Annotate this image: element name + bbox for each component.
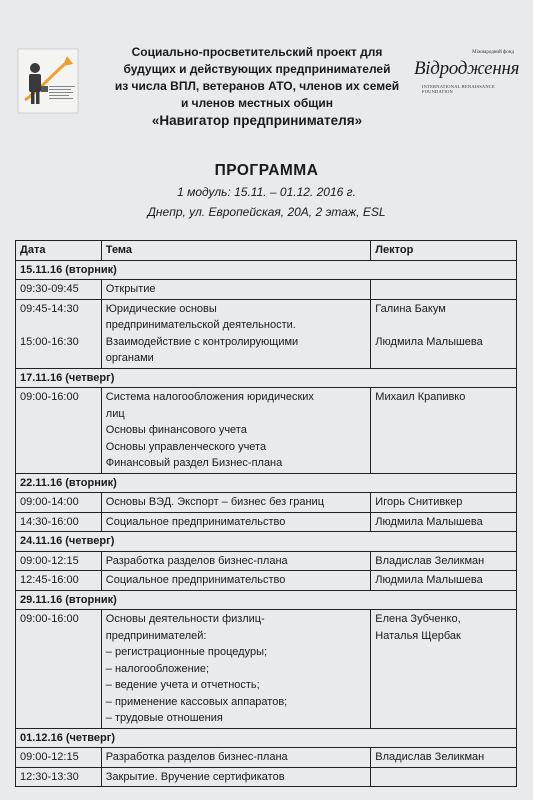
lecturer-cell	[371, 551, 517, 571]
lecturer-line: Владислав Зеликман	[375, 751, 485, 763]
lecturer-cell	[371, 748, 517, 768]
topic-line: органами	[105, 352, 154, 364]
table-header-row	[16, 241, 517, 261]
time-line	[20, 350, 97, 367]
day-label: 15.11.16 (вторник)	[16, 260, 517, 280]
project-line: из числа ВПЛ, ветеранов АТО, членов их семей	[114, 79, 400, 93]
topic-line: – применение кассовых аппаратов;	[105, 695, 288, 708]
program-title: ПРОГРАММА	[214, 162, 319, 179]
lecturer-line: Игорь Снитивкер	[375, 496, 463, 508]
table-row	[16, 512, 517, 532]
day-header-row	[16, 728, 517, 748]
topic-line: – ведение учета и отчетность;	[105, 679, 260, 691]
project-name: «Навигатор предпринимателя»	[151, 113, 363, 128]
time-cell	[16, 767, 102, 787]
time-line: 14:30-16:00	[20, 515, 79, 528]
venue-address: Днепр, ул. Европейская, 20А, 2 этаж, ESL	[147, 205, 386, 219]
time-line: 12:45-16:00	[20, 574, 79, 586]
table-row	[16, 299, 517, 368]
lecturer-line: Елена Зубченко,	[375, 613, 461, 625]
topic-line: Основы финансового учета	[105, 424, 247, 436]
schedule-table	[15, 240, 517, 787]
time-cell	[16, 551, 102, 571]
time-cell	[16, 280, 102, 300]
topic-line: – трудовые отношения	[105, 712, 223, 724]
time-cell	[16, 610, 102, 729]
time-line: 09:30-09:45	[20, 283, 79, 295]
lecturer-line	[375, 317, 512, 334]
table-row	[16, 493, 517, 513]
topic-line: – регистрационные процедуры;	[105, 646, 268, 658]
time-cell	[16, 493, 102, 513]
topic-line: Основы управленческого учета	[105, 440, 267, 453]
day-label: 01.12.16 (четверг)	[16, 728, 517, 748]
topic-line: Социальное предпринимательство	[105, 574, 286, 586]
lecturer-cell	[371, 388, 517, 474]
day-header-row	[16, 260, 517, 280]
topic-line: Финансовый раздел Бизнес-плана	[105, 457, 283, 469]
day-header-row	[16, 368, 517, 388]
table-row	[16, 767, 517, 787]
table-row	[16, 748, 517, 768]
time-line: 09:00-16:00	[20, 391, 79, 403]
topic-cell	[101, 493, 371, 513]
lecturer-line: Михаил Крапивко	[375, 391, 466, 403]
lecturer-line: Наталья Щербак	[375, 629, 461, 642]
topic-cell	[101, 748, 371, 768]
time-line: 09:00-12:15	[20, 554, 79, 567]
topic-line: Основы деятельности физлиц-	[105, 613, 265, 625]
topic-cell	[101, 571, 371, 591]
topic-line: предпринимателей:	[105, 629, 207, 642]
lecturer-line	[375, 350, 512, 367]
topic-line: предпринимательской деятельности.	[105, 319, 296, 331]
topic-line: – налогообложение;	[105, 662, 210, 675]
topic-line: Юридические основы	[105, 302, 217, 315]
topic-cell	[101, 388, 371, 474]
project-line: и членов местных общин	[180, 96, 334, 110]
time-line	[20, 317, 97, 334]
time-cell	[16, 748, 102, 768]
lecturer-cell	[371, 610, 517, 729]
day-header-row	[16, 590, 517, 610]
project-line: будущих и действующих предпринимателей	[123, 62, 391, 76]
lecturer-cell	[371, 280, 517, 300]
project-logo	[17, 48, 79, 114]
day-header-row	[16, 473, 517, 493]
column-header-date: Дата	[16, 241, 102, 261]
topic-cell	[101, 299, 371, 368]
topic-line: Взаимодействие с контролирующими	[105, 335, 299, 348]
topic-line: Разработка разделов бизнес-плана	[105, 554, 288, 567]
day-label: 29.11.16 (вторник)	[16, 590, 517, 610]
column-header-topic: Тема	[101, 241, 371, 261]
topic-line: Разработка разделов бизнес-плана	[105, 751, 288, 763]
time-cell	[16, 299, 102, 368]
day-label: 22.11.16 (вторник)	[16, 473, 517, 493]
foundation-logo-top: Міжнародний фонд	[472, 50, 514, 55]
table-row	[16, 571, 517, 591]
lecturer-cell	[371, 571, 517, 591]
time-line: 09:00-16:00	[20, 613, 79, 625]
table-row	[16, 610, 517, 729]
time-line: 12:30-13:30	[20, 770, 79, 783]
lecturer-cell	[371, 767, 517, 787]
lecturer-line	[375, 769, 512, 786]
lecturer-line: Галина Бакум	[375, 302, 446, 315]
topic-line: Закрытие. Вручение сертификатов	[105, 770, 285, 783]
lecturer-cell	[371, 493, 517, 513]
foundation-logo	[412, 50, 520, 100]
table-row	[16, 280, 517, 300]
lecturer-cell	[371, 299, 517, 368]
foundation-logo-brand: Відродження	[414, 58, 520, 79]
time-line: 09:45-14:30	[20, 302, 79, 315]
project-line: Социально-просветительский проект для	[131, 45, 383, 59]
column-header-lecturer: Лектор	[371, 241, 517, 261]
day-header-row	[16, 532, 517, 552]
day-label: 24.11.16 (четверг)	[16, 532, 517, 552]
lecturer-line	[375, 281, 512, 298]
lecturer-line: Людмила Малышева	[375, 574, 483, 586]
lecturer-line: Людмила Малышева	[375, 335, 483, 348]
day-label: 17.11.16 (четверг)	[16, 368, 517, 388]
topic-cell	[101, 610, 371, 729]
topic-line: Система налогообложения юридических	[105, 391, 314, 403]
lecturer-line: Владислав Зеликман	[375, 554, 485, 567]
topic-cell	[101, 280, 371, 300]
lecturer-line: Людмила Малышева	[375, 515, 483, 528]
topic-line: лиц	[105, 407, 125, 420]
table-row	[16, 551, 517, 571]
topic-line: Основы ВЭД. Экспорт – бизнес без границ	[105, 496, 324, 508]
time-cell	[16, 388, 102, 474]
topic-cell	[101, 512, 371, 532]
time-line: 15:00-16:30	[20, 335, 79, 348]
time-cell	[16, 512, 102, 532]
table-row	[16, 388, 517, 474]
lecturer-cell	[371, 512, 517, 532]
topic-cell	[101, 551, 371, 571]
project-description	[92, 44, 422, 129]
time-line: 09:00-14:00	[20, 496, 79, 508]
time-cell	[16, 571, 102, 591]
topic-cell	[101, 767, 371, 787]
module-dates: 1 модуль: 15.11. – 01.12. 2016 г.	[177, 185, 356, 199]
time-line: 09:00-12:15	[20, 751, 79, 763]
topic-line: Открытие	[105, 283, 156, 295]
topic-line: Социальное предпринимательство	[105, 515, 286, 528]
foundation-logo-subtitle: INTERNATIONAL RENAISSANCE FOUNDATION	[422, 84, 495, 94]
